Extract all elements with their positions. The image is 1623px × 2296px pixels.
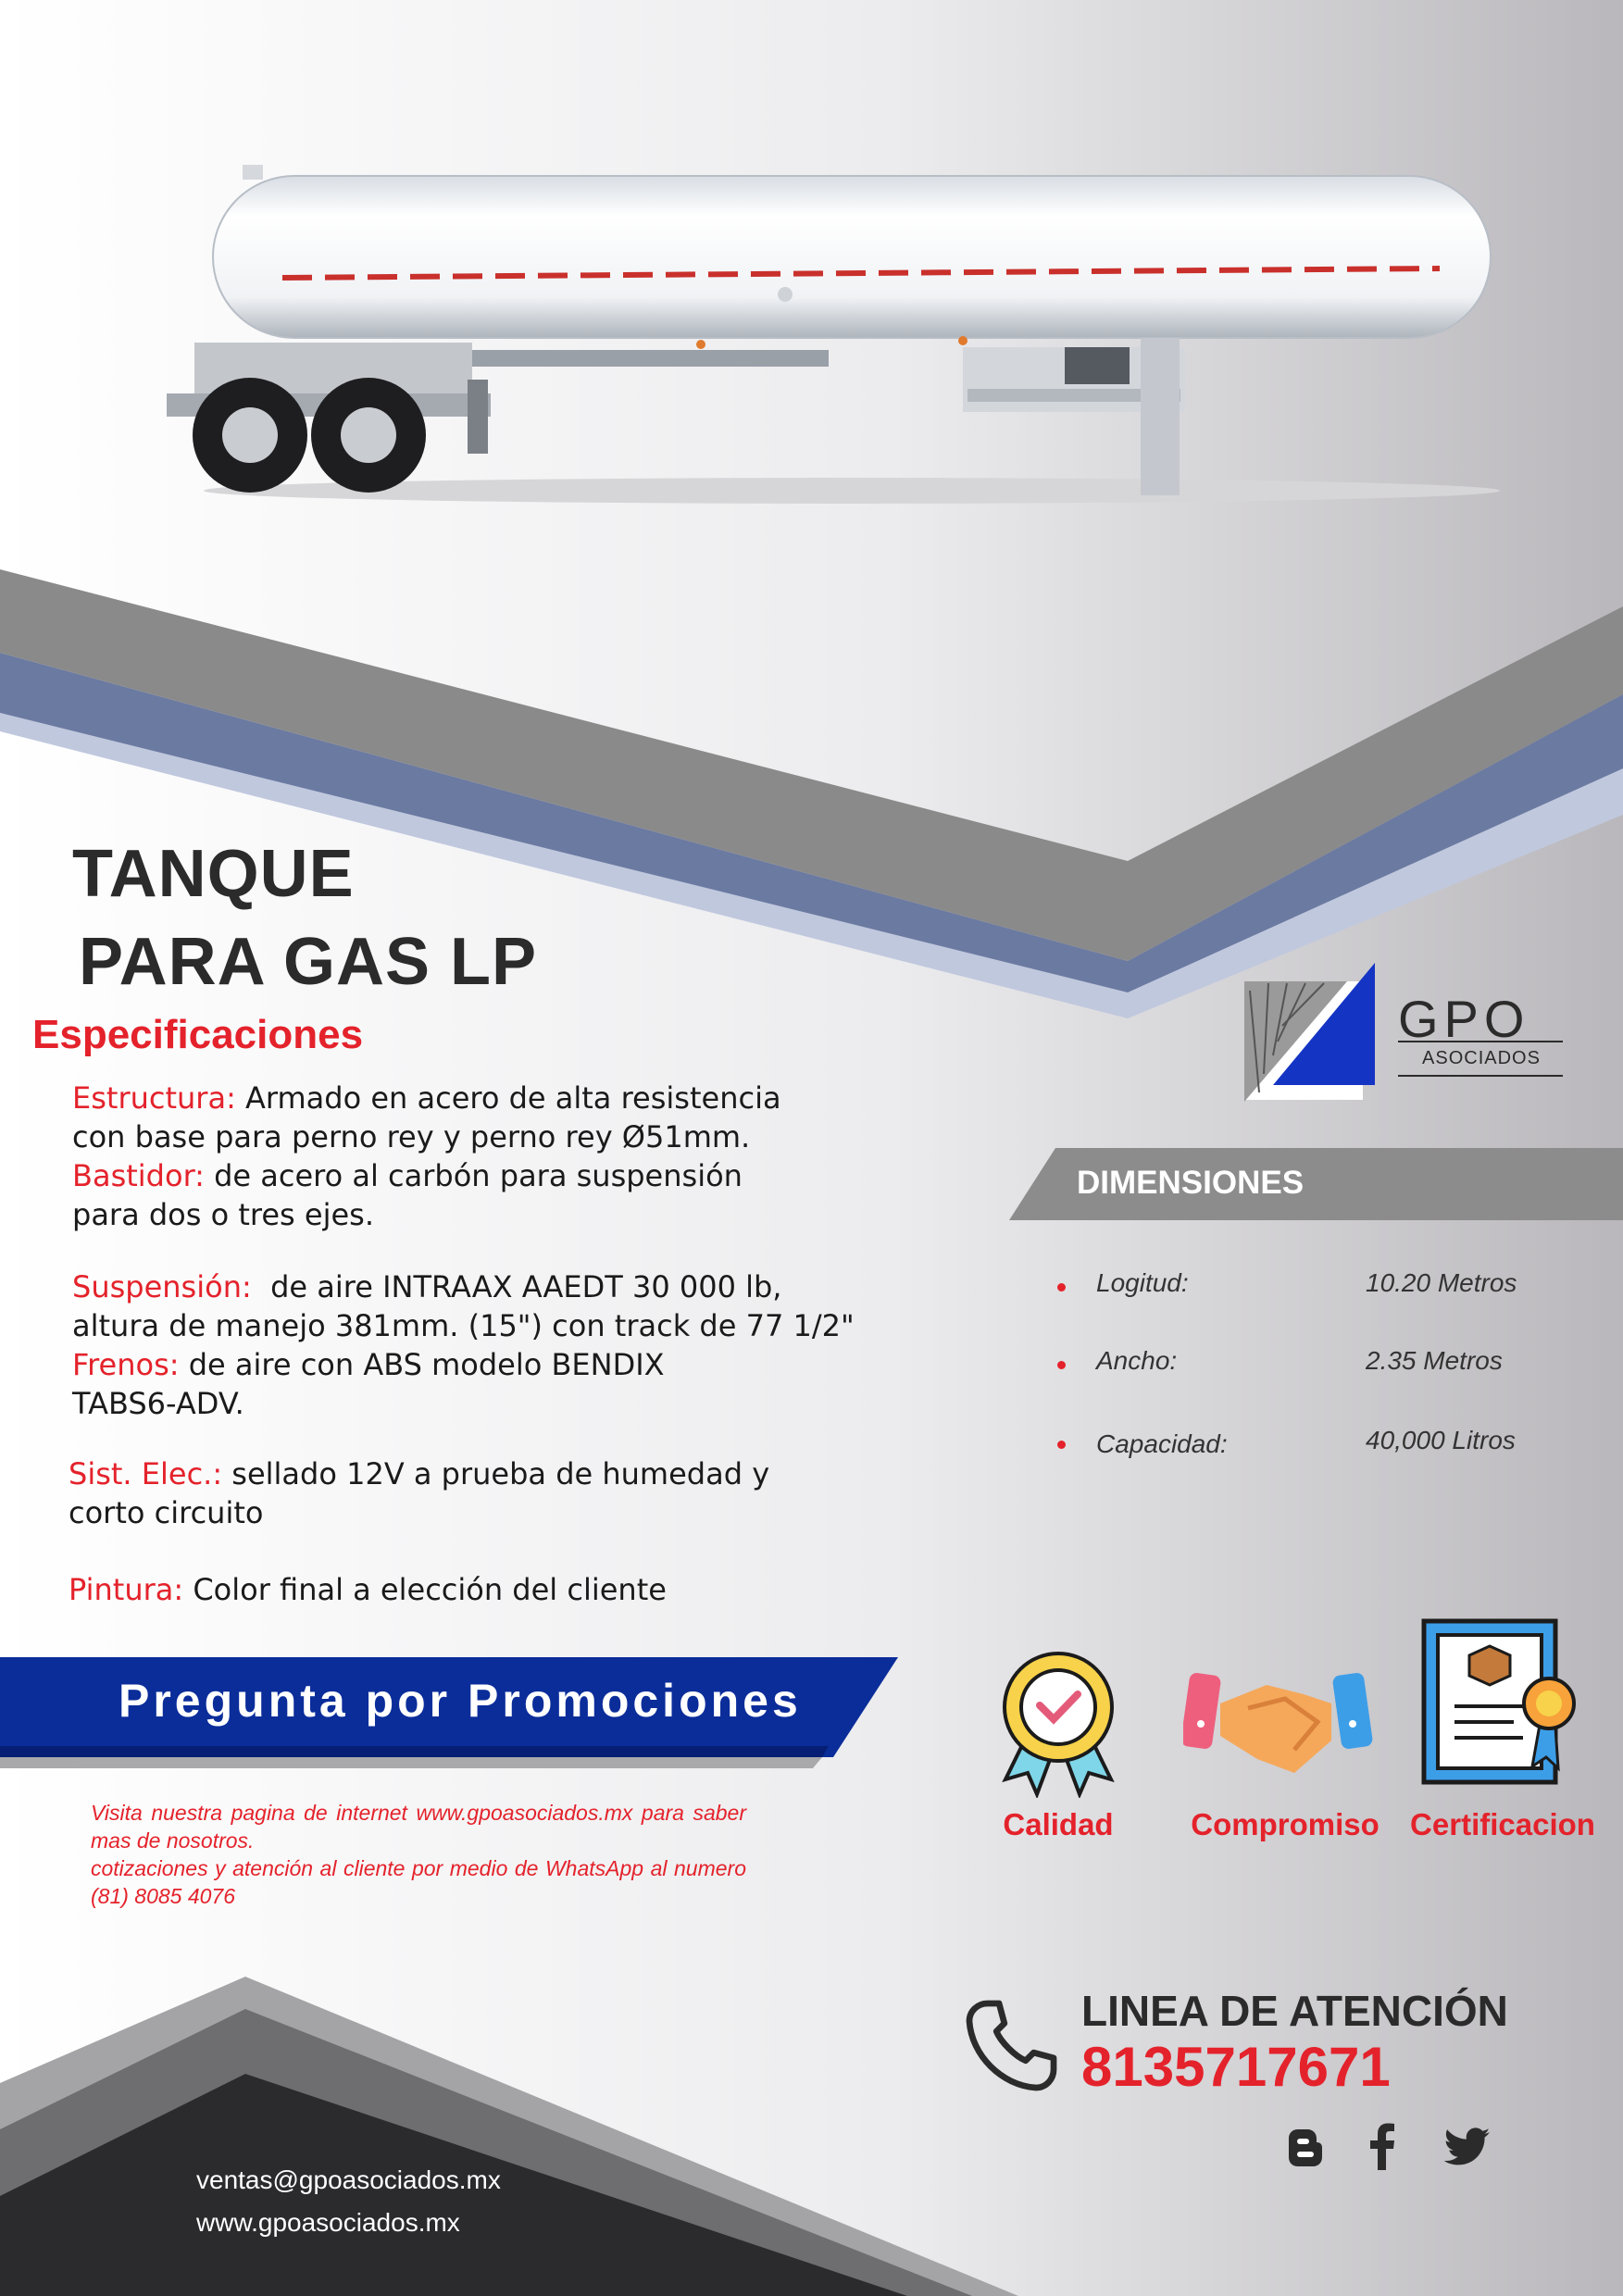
contact-phone[interactable]: 8135717671 (1081, 2036, 1391, 2098)
badge-label: Certificacion (1410, 1807, 1595, 1841)
dimension-value: 2.35 Metros (1366, 1346, 1503, 1375)
bullet-icon (1057, 1361, 1066, 1369)
spec-pintura (69, 1570, 828, 1609)
spec-sist-elec (69, 1454, 828, 1532)
dimension-row (1055, 1346, 1574, 1383)
dimension-key: Logitud: (1096, 1268, 1189, 1297)
footer-email[interactable]: ventas@gpoasociados.mx (196, 2165, 501, 2194)
spec-text: con base para perno rey y perno rey Ø51mm. (72, 1119, 751, 1154)
logo-subtitle: ASOCIADOS (1422, 1048, 1541, 1068)
dimension-row (1055, 1268, 1574, 1305)
dimension-key: Capacidad: (1096, 1429, 1228, 1458)
spec-label: Suspensión: (72, 1269, 252, 1304)
dimension-value: 40,000 Litros (1366, 1426, 1516, 1454)
spec-text: para dos o tres ejes. (72, 1197, 374, 1232)
badge-label: Calidad (1003, 1807, 1114, 1841)
contact-heading: LINEA DE ATENCIÓN (1081, 1987, 1508, 2035)
visit-note-line: Visita nuestra pagina de internet www.gpoasociados.mx para saber mas de nosotros. (91, 1801, 746, 1853)
spec-label: Bastidor: (72, 1158, 205, 1193)
spec-text: de aire INTRAAX AAEDT 30 000 lb, (270, 1269, 782, 1304)
blogger-icon[interactable] (1283, 2126, 1328, 2170)
dimensions-heading: DIMENSIONES (1077, 1165, 1305, 1201)
spec-text: corto circuito (69, 1495, 264, 1530)
award-ribbon-icon (998, 1650, 1118, 1798)
spec-estructura (72, 1079, 831, 1234)
product-title-line1: TANQUE (72, 837, 355, 911)
facebook-icon[interactable] (1367, 2122, 1398, 2170)
dimension-value: 10.20 Metros (1366, 1268, 1517, 1297)
handshake-icon (1183, 1666, 1373, 1787)
dimension-row (1055, 1426, 1574, 1463)
spec-text: de acero al carbón para suspensión (214, 1158, 743, 1193)
certificate-icon (1421, 1618, 1579, 1785)
phone-icon (958, 1992, 1065, 2099)
visit-note (91, 1799, 746, 1910)
spec-text: Armado en acero de alta resistencia (245, 1080, 781, 1116)
logo-name: GPO (1398, 990, 1530, 1048)
spec-text: altura de manejo 381mm. (15") con track de 77 1/2" (72, 1308, 855, 1343)
bullet-icon (1057, 1441, 1066, 1449)
spec-label: Pintura: (69, 1572, 184, 1607)
visit-note-line: cotizaciones y atención al cliente por medio de WhatsApp al numero (81) 8085 4076 (91, 1856, 746, 1908)
spec-text: TABS6-ADV. (72, 1386, 244, 1421)
dimension-key: Ancho: (1096, 1346, 1178, 1375)
specs-heading: Especificaciones (32, 1012, 364, 1057)
badge-label: Compromiso (1191, 1807, 1380, 1841)
spec-text: sellado 12V a prueba de humedad y (231, 1456, 770, 1491)
spec-label: Sist. Elec.: (69, 1456, 223, 1491)
spec-label: Estructura: (72, 1080, 236, 1116)
footer-website[interactable]: www.gpoasociados.mx (196, 2208, 460, 2237)
spec-text: Color final a elección del cliente (193, 1572, 667, 1607)
spec-text: de aire con ABS modelo BENDIX (188, 1347, 665, 1382)
spec-suspension (72, 1267, 887, 1423)
product-title-line2: PARA GAS LP (79, 925, 538, 999)
bullet-icon (1057, 1283, 1066, 1292)
promo-banner-text: Pregunta por Promociones (119, 1675, 802, 1727)
twitter-icon[interactable] (1444, 2128, 1491, 2166)
spec-label: Frenos: (72, 1347, 180, 1382)
